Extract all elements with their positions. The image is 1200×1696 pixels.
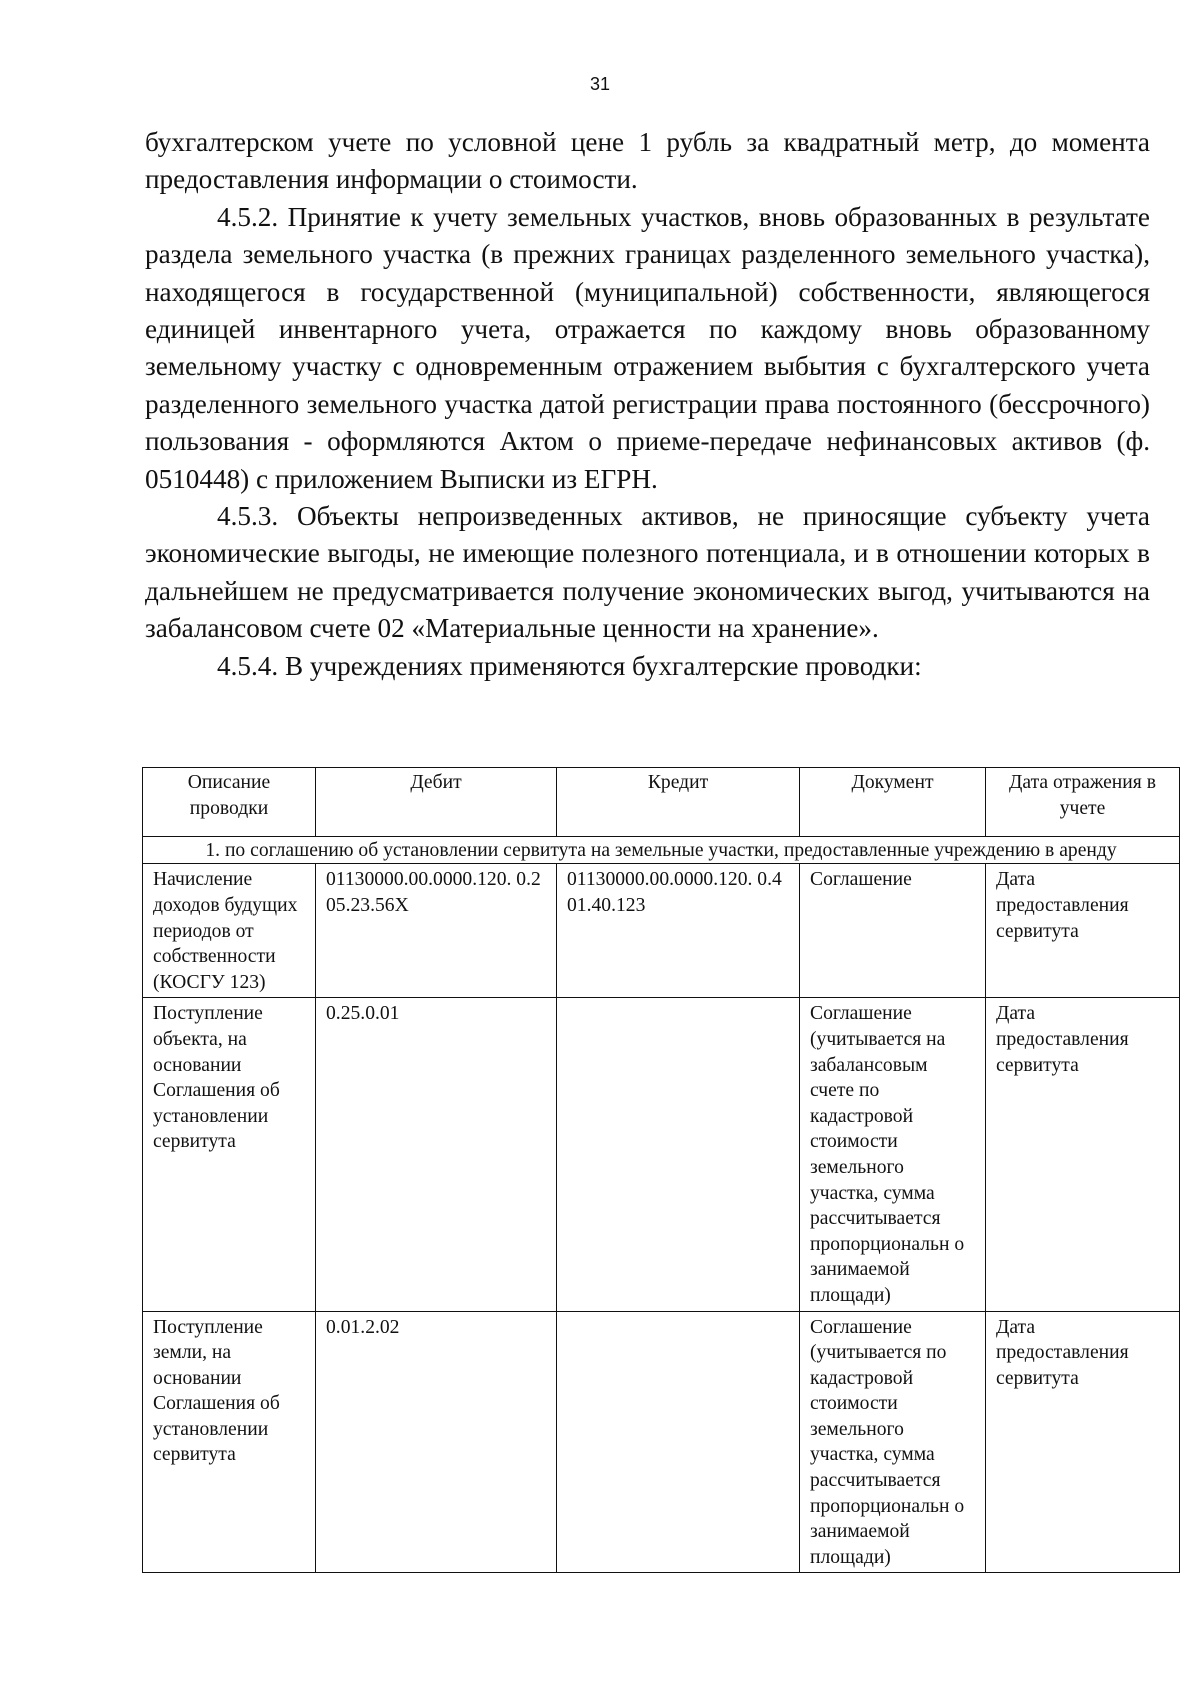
cell-document: Соглашение (учитывается по кадастровой стоимости земельного участка, сумма рассчитывается пропорциональн о занимаемой площади) [800,1311,986,1573]
header-document: Документ [800,768,986,837]
header-debit: Дебит [316,768,557,837]
paragraph-4-5-2: 4.5.2. Принятие к учету земельных участков, вновь образованных в результате раздела земельного участка (в прежних границах разделенного земельного участка), находящегося в государственной (муниципальной) собственности, являющегося единицей инвентарного учета, отражается по каждому вновь образованному земельному участку с одновременным отражением выбытия с бухгалтерского учета разделенного земельного участка датой регистрации права постоянного (бессрочного) пользования - оформляются Актом о приеме-передаче нефинансовых активов (ф. 0510448) с приложением Выписки из ЕГРН. [145,201,1150,494]
header-description: Описание проводки [143,768,316,837]
header-date: Дата отражения в учете [986,768,1180,837]
cell-description: Поступление земли, на основании Соглашения об установлении сервитута [143,1311,316,1573]
body-text [145,124,1150,685]
table-row [143,998,1180,1311]
section-title: 1. по соглашению об установлении сервитута на земельные участки, предоставленные учреждению в аренду [143,837,1180,864]
accounting-entries-table [142,767,1180,1573]
cell-document: Соглашение [800,864,986,998]
paragraph-4-5-4: 4.5.4. В учреждениях применяются бухгалтерские проводки: [217,650,922,681]
cell-debit: 0.25.0.01 [316,998,557,1311]
cell-date: Дата предоставления сервитута [986,998,1180,1311]
cell-document: Соглашение (учитывается на забалансовым счете по кадастровой стоимости земельного участка, сумма рассчитывается пропорциональн о занимаемой площади) [800,998,986,1311]
cell-credit: 01130000.00.0000.120. 0.401.40.123 [557,864,800,998]
page-number: 31 [589,74,611,94]
cell-description: Поступление объекта, на основании Соглашения об установлении сервитута [143,998,316,1311]
cell-debit: 0.01.2.02 [316,1311,557,1573]
cell-credit [557,1311,800,1573]
section-row [143,837,1180,864]
table-row [143,1311,1180,1573]
cell-credit [557,998,800,1311]
cell-debit: 01130000.00.0000.120. 0.205.23.56Х [316,864,557,998]
cell-description: Начисление доходов будущих периодов от собственности (КОСГУ 123) [143,864,316,998]
paragraph-4-5-3: 4.5.3. Объекты непроизведенных активов, не приносящие субъекту учета экономические выгоды, не имеющие полезного потенциала, и в отношении которых в дальнейшем не предусматривается получение экономических выгод, учитываются на забалансовом счете 02 «Материальные ценности на хранение». [145,501,1150,644]
table-header-row [143,768,1180,837]
cell-date: Дата предоставления сервитута [986,864,1180,998]
cell-date: Дата предоставления сервитута [986,1311,1180,1573]
paragraph-continuation: бухгалтерском учете по условной цене 1 рубль за квадратный метр, до момента предоставления информации о стоимости. [145,127,1150,195]
table-row [143,864,1180,998]
header-credit: Кредит [557,768,800,837]
